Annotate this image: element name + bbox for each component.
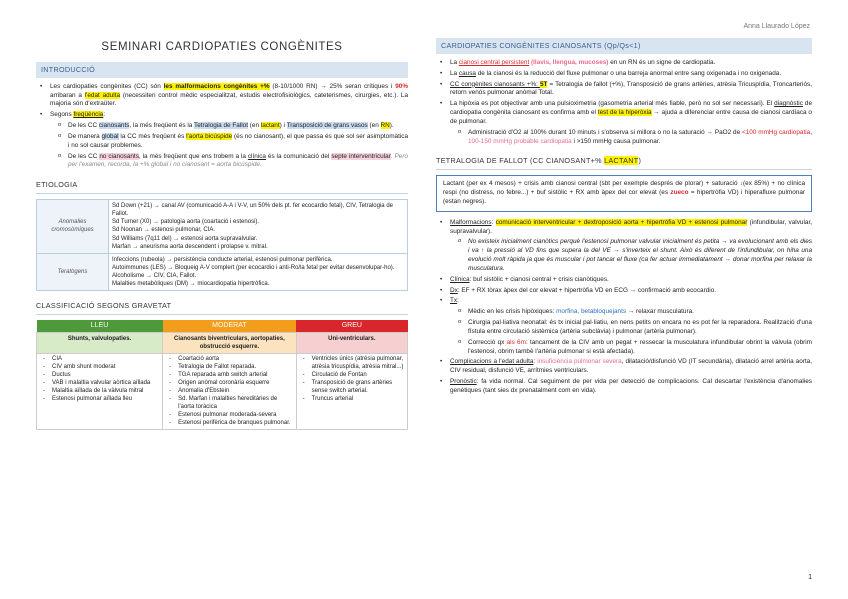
list-item: - Truncus arterial	[300, 396, 404, 404]
intro-list	[36, 83, 408, 170]
cianosants-bullet-4: • La hipòxia es pot objectivar amb una pulsioximetria (gasometria arterial més fiable, però no sol ser necessari). El diagnòstic de cardiopatia congènita cianosant es confirma amb el test de la hiperòxia → ajuda a diferenciar entre causa de cianosi cardíaca o de pulmonar.	[436, 100, 812, 126]
document-title: SEMINARI CARDIOPATIES CONGÈNITES	[101, 41, 343, 53]
etiologia-cell	[109, 200, 408, 254]
section-heading-etiologia: ETIOLOGIA	[36, 178, 408, 194]
cianosants-hiperoxia-detail: o Administració d'O2 al 100% durant 10 minuts i s'observa si millora o no la saturació → PaO2 de <100 mmHg cardiopatia, 100-150 mmHg probable cardiopatia i >150 mmHg causa pulmonar.	[436, 129, 812, 147]
fallot-complicacions: • Complicacions a l'edat adulta: insuficiència pulmonar severa, dilatació/disfunció VD (IT secundària), dilatació arrel artèria aorta, CIV residual, disfunció VE, arrítmies ventriculars.	[436, 358, 812, 376]
etiologia-line: Sd Turner (X0) → patologia aorta (coartació i estenosi).	[112, 219, 260, 226]
etiologia-line: Sd Williams (7q11 del) → estenosi aorta supravalvular.	[112, 235, 258, 242]
list-item: - Malaltia aïllada de la vàlvula mitral	[40, 388, 159, 396]
author-name: Anna Llaurado López	[743, 23, 810, 30]
intro-freq-no-cianosants: o De les CC no cianosants, la més freqüent que ens trobem a la clínica és la comunicació del septe interventricular. Però per l'examen, recorda, la +% global i no cianosant = aorta bicúspide.	[36, 153, 408, 171]
fallot-tractament: • Tx:	[436, 297, 812, 306]
etiologia-line: Autoimmunes (LES) → Bloqueig A-V complert (per ecocardio i anti-Ro/la fetal per evitar desenvolupar-ho).	[112, 264, 395, 271]
etiologia-cell	[109, 253, 408, 290]
fallot-pronostic: • Pronòstic: fa vida normal. Cal seguiment de per vida per detecció de complicacions. Cal descartar l'existència d'anomalies genètiques (tant sies dx prenatalment com en vida).	[436, 378, 812, 396]
list-item: - Circulació de Fontan	[300, 372, 404, 380]
fallot-tx-correccio: o Correcció qx als 6m: tancament de la CIV amb un pegat + ressecar la musculatura infundibular obrint la vàlvula (obrim l'estenosi, obrim tambè l'artèria pulmonar si està afectada).	[436, 339, 812, 357]
list-item: - Sd. Marfan i malalties hereditàries de l'aorta toràcica	[166, 396, 293, 412]
list-item: - Ductus	[40, 372, 159, 380]
fallot-malformacions-detail: o No existeix inicialment cianòtics perquè l'estenosi pulmonar valvular inicialment és petita → va evolucionant amb els dies i va ↑ la pressió al VD fins que supera la del VE → s'inverteix el shunt. Això és diferent de l'infundibular, on hiha una evolució molt ràpida ja que és muscular i pot tancar el fluxe (ca fer actuar immediatament → donar morfina per relaxar la musculatura.	[436, 238, 812, 273]
page-number: 1	[808, 574, 812, 582]
list-item: - CIV amb shunt moderat	[40, 364, 159, 372]
list-item: - Coartació aorta	[166, 356, 293, 364]
list-item: - TGA reparada amb switch arterial	[166, 372, 293, 380]
list-item: - Ventricles únics (atrèsia pulmonar, atrèsia tricuspídia, atrèsia mitral...)	[300, 356, 404, 372]
fallot-diagnostic: • Dx: EF + RX tòrax àpex del cor elevat + hipertròfia VD en ECG → confirmació amb ecocardio.	[436, 287, 812, 296]
etiologia-line: Sd Down (+21) → canal AV (comunicació A-A i V-V, un 50% dels pt. fer ecocardio fetal), CIV, Tetralogia de Fallot.	[112, 203, 393, 218]
section-heading-classificacio: CLASSIFICACIÓ SEGONS GRAVETAT	[36, 299, 408, 315]
fallot-tx-paliativa: o Cirurgia pal·liativa neonatal: és tx inicial pal·liatiu, en nens petits on encara no es pot fer la reparadora. Realització d'una fístula entre circulació sistèmica (artèria subclàvia) i pulmonar (artèria pulmonar).	[436, 319, 812, 337]
list-item: - Estenosi pulmonar moderada-severa	[166, 412, 293, 420]
cianosants-list	[436, 59, 812, 146]
level-header-moderat: MODERAT	[163, 320, 297, 332]
section-heading-introduccio: INTRODUCCIÓ	[36, 62, 408, 78]
list-item: - Estenosi pulmonar aïllada lleu	[40, 396, 159, 404]
cianosants-bullet-2: • La causa de la cianosi és la reducció del fluxe pulmonar o una barreja anormal entre sang oxigenada i no oxigenada.	[436, 70, 812, 79]
etiologia-line: Sd Noonan → estenosi pulmonar, CIA.	[112, 227, 216, 234]
level-header-lleu: LLEU	[37, 320, 163, 332]
left-column	[36, 38, 408, 430]
list-item: - Transposició de grans artèries sense switch arterial.	[300, 380, 404, 396]
gravetat-table	[36, 320, 408, 430]
level-items-greu	[296, 354, 407, 430]
etiologia-table	[36, 199, 408, 291]
table-row	[37, 253, 408, 290]
etiologia-line: Marfan → aneurisma aorta descendent i prolapse v. mitral.	[112, 243, 268, 250]
level-subtitle-lleu: Shunts, valvulopaties.	[37, 332, 163, 354]
list-item: - VAB i malaltia valvular aòrtica aïllada	[40, 380, 159, 388]
etiologia-line: Infeccions (rubeola) → persistència conducte arterial, estenosi pulmonar perifèrica.	[112, 256, 333, 263]
list-item: - Tetralogia de Fallot reparada.	[166, 364, 293, 372]
fallot-malformacions: • Malformacions: comunicació interventricular + dextroposició aorta + hipertròfia VD + estenosi pulmonar (infundibular, valvular, supravalvular).	[436, 219, 812, 237]
list-item: - CIA	[40, 356, 159, 364]
level-items-moderat	[163, 354, 297, 430]
table-header-row	[37, 320, 408, 332]
intro-freq-global: o De manera global la CC més freqüent és l'aorta bicúspide (és no cianosant), el que passa és que sol ser asimptomàtica i no sol causar problemes.	[36, 133, 408, 151]
etiologia-line: Alcoholisme → CIV, CIA, Fallot.	[112, 272, 197, 279]
intro-paragraph-1: • Les cardiopaties congènites (CC) són les malformacions congènites +% (8-10/1000 RN) → 25% seran crítiques i 90% arribaran a l'edat adulta (necessiten control mèdic especialitzat, estudis electrofisiològics, cateterismes, cirurgies, etc.). La majoria són d'extraüter.	[36, 83, 408, 109]
level-header-greu: GREU	[296, 320, 407, 332]
list-item: - Origen anòmal coronària esquerre	[166, 380, 293, 388]
table-subheader-row	[37, 332, 408, 354]
section-heading-fallot: TETRALOGIA DE FALLOT (CC CIANOSANT+% LACTANT)	[436, 154, 812, 170]
fallot-clinica: • Clínica: buf sistòlic + cianosi central + crisis cianòtiques.	[436, 276, 812, 285]
list-item: - Anomalia d'Ebstein	[166, 388, 293, 396]
cianosants-bullet-3: • CC congènites cianosants +%: 5T = Tetralogia de fallot (+%), Transposició de grans artèries, atrèsia Tricuspídia, Troncarteriós, retorn venós pulmonar anòmal Total.	[436, 81, 812, 99]
list-item: - Estenosi perifèrica de branques pulmonar.	[166, 420, 293, 428]
etiologia-line: Malalties metabòliques (DM) → miocardiopatia hipertròfica.	[112, 281, 270, 288]
level-subtitle-greu: Uni-ventriculars.	[296, 332, 407, 354]
cianosants-bullet-1: • La cianosi central persistent (llavis, llengua, mucoses) en un RN és un signe de cardiopatia.	[436, 59, 812, 68]
table-row	[37, 354, 408, 430]
fallot-list	[436, 219, 812, 396]
intro-paragraph-2: • Segons freqüència:	[36, 111, 408, 120]
etiologia-category: Anomalies cromosòmiques	[37, 200, 109, 254]
level-items-lleu	[37, 354, 163, 430]
section-heading-cianosants: CARDIOPATIES CONGÈNITES CIANOSANTS (Qp/Qs<1)	[436, 38, 812, 54]
fallot-tx-medic: o Mèdic en les crisis hipòxiques: morfina, betabloquejants → relaxar musculatura.	[436, 308, 812, 317]
level-subtitle-moderat: Cianosants biventriculars, aortopaties, obstrucció esquerre.	[163, 332, 297, 354]
table-row	[37, 200, 408, 254]
intro-freq-cianosants: o De les CC cianosants, la més freqüent és la Tetralogia de Fallot (en lactant) i Transposició de grans vasos (en RN).	[36, 122, 408, 131]
right-column	[436, 38, 812, 398]
etiologia-category: Teratògens	[37, 253, 109, 290]
fallot-case-box: Lactant (per ex 4 mesos) + crisis amb cianosi central (sbt per exemple després de plorar) + saturació ↓(ex 85%) + no clínica respi (no distress, no febre...) + buf sistòlic + RX amb àpex del cor elevat (es zueco = hipertròfia VD) i hiperafluxe pulmonar (estan negres).	[436, 175, 812, 211]
